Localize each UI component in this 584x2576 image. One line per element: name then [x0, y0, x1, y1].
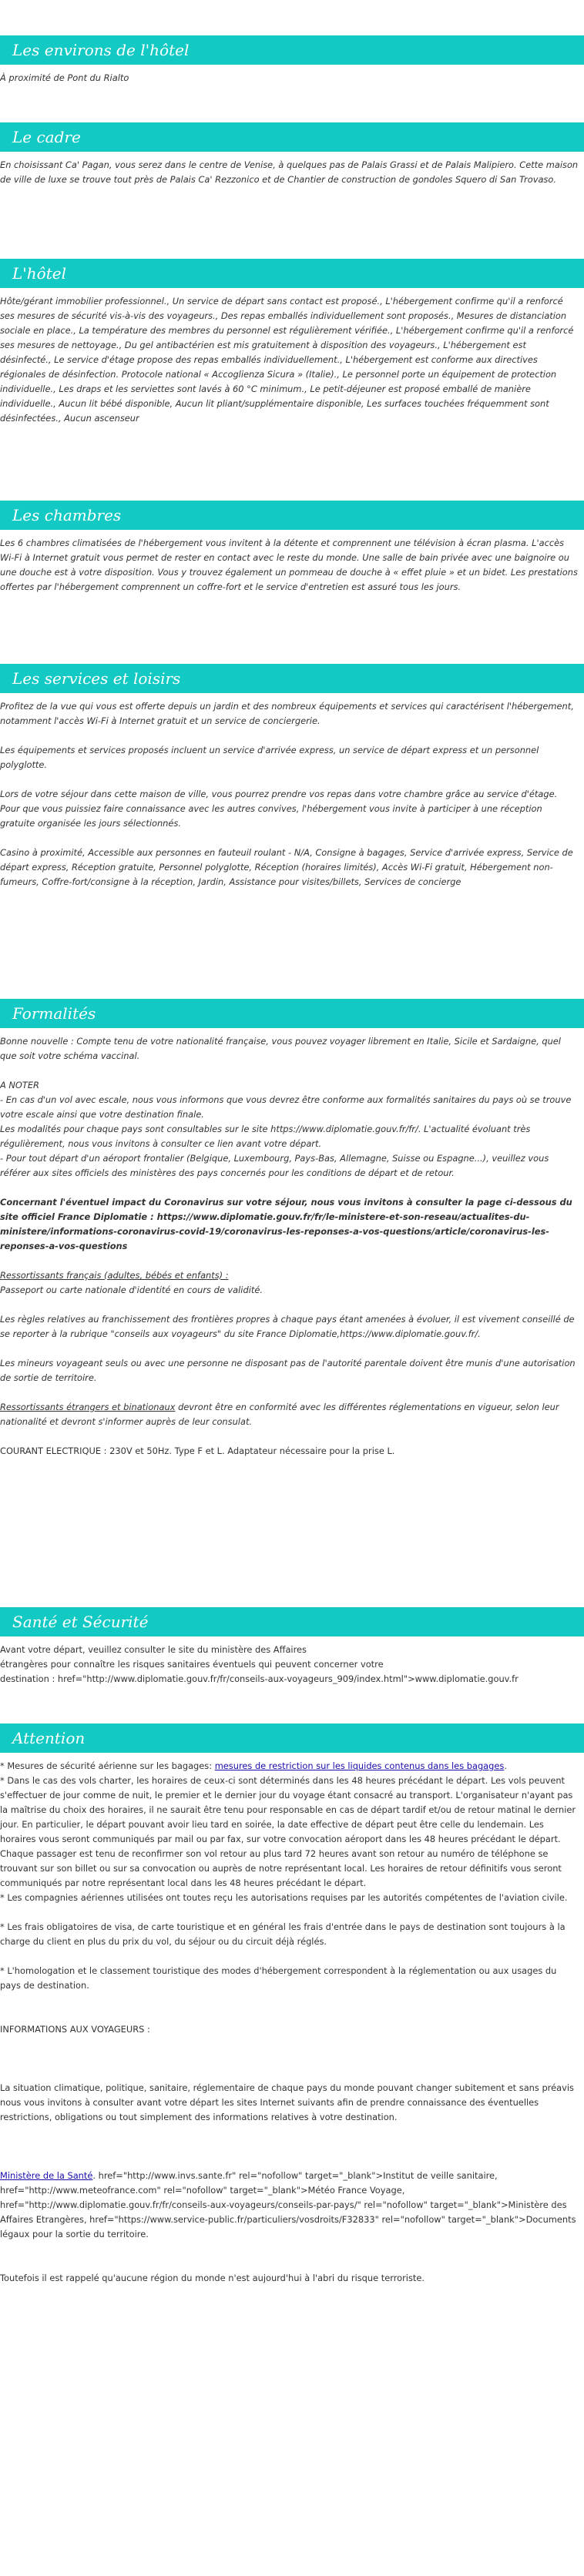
- services-p1: Profitez de la vue qui vous est offerte depuis un jardin et des nombreux équipements et services qui caractérisent l'hébergement, notamment l'accès Wi-Fi à Internet gratuit et un service de conciergerie.: [0, 701, 574, 726]
- hotel-text: Hôte/gérant immobilier professionnel., Un service de départ sans contact est proposé., L'hébergement confirme qu'il a renforcé ses mesures de sécurité vis-à-vis des voyageurs., Des repas emballés individuellement sont proposés., Mesures de distanciation sociale en place., La température des membres du personnel est régulièrement vérifiée., L'hébergement confirme qu'il a renforcé ses mesures de nettoyage., Du gel antibactérien est mis gratuitement à disposition des voyageurs., L'hébergement est désinfecté., Le service d'étage propose des repas emballés individuellement., L'hébergement est conforme aux directives régionales de désinfection. Protocole national « Accoglienza Sicura » (Italie)., Le personnel porte un équipement de protection individuelle., Les draps et les serviettes sont lavés à 60 °C minimum., Le petit-déjeuner est proposé emballé de manière individuelle., Aucun lit bébé disponible, Aucun lit pliant/supplémentaire disponible, Les surfaces touchées fréquemment sont désinfectées., Aucun ascenseur: [0, 296, 574, 424]
- formalites-intro: Bonne nouvelle : Compte tenu de votre nationalité française, vous pouvez voyager librement en Italie, Sicile et Sardaigne, quel que soit votre schéma vaccinal.: [0, 1036, 561, 1061]
- liquides-link[interactable]: mesures de restriction sur les liquides contenus dans les bagages: [214, 1760, 505, 1771]
- ministere-sante-link[interactable]: Ministère de la Santé: [0, 2170, 93, 2181]
- section-body-chambres: [0, 536, 584, 595]
- note-line: - Pour tout départ d'un aéroport frontalier (Belgique, Luxembourg, Pays-Bas, Allemagne, Suisse ou Espagne...), veuillez vous référer aux sites officiels des ministères des pays concernés pour les conditions de départ et de retour.: [0, 1153, 549, 1178]
- section-title-attention: Attention: [0, 1723, 584, 1753]
- compagnies-text: * Les compagnies aériennes utilisées ont toutes reçu les autorisations requises par les autorités compétentes de l'aviation civile.: [0, 1892, 568, 1903]
- section-body-environs: [0, 71, 584, 85]
- section-title-sante: Santé et Sécurité: [0, 1607, 584, 1636]
- ressortissants-francais-heading: Ressortissants français (adultes, bébés et enfants) :: [0, 1270, 229, 1281]
- ressortissants-etrangers-heading: Ressortissants étrangers et binationaux: [0, 1402, 176, 1412]
- environs-text: À proximité de Pont du Rialto: [0, 72, 129, 83]
- horaires-text: * Dans le cas des vols charter, les horaires de ceux-ci sont déterminés dans les 48 heures précédant le départ. Les vols peuvent s'effectuer de jour comme de nuit, le premier et le dernier jour du voyage étant consacré au transport. L'organisateur n'ayant pas la maîtrise du choix des horaires, il ne saurait être tenu pour responsable en cas de départ tardif et/ou de retour matinal le dernier jour. En particulier, le départ pouvant avoir lieu tard en soirée, la date effective de départ peut être celle du lendemain. Les horaires vous seront communiqués par mail ou par fax, sur votre convocation aéroport dans les 48 heures précédant le départ. Chaque passager est tenu de reconfirmer son vol retour au plus tard 72 heures avant son retour au numéro de téléphone se trouvant sur son billet ou sur sa convocation ou auprès de notre représentant local. Les horaires de retour définitifs vous seront communiqués par notre représentant local dans les 48 heures précédant le départ.: [0, 1775, 576, 1888]
- services-p3: Lors de votre séjour dans cette maison de ville, vous pourrez prendre vos repas dans votre chambre grâce au service d'étage. Pour que vous puissiez faire connaissance avec les autres convives, l'hébergement vous invite à participer à une réception gratuite organisée les jours sélectionnés.: [0, 789, 558, 829]
- note-line: - En cas d'un vol avec escale, nous vous informons que vous devrez être conforme aux formalités sanitaires du pays où se trouve votre escale ainsi que votre destination finale.: [0, 1094, 572, 1120]
- section-body-hotel: [0, 294, 584, 426]
- homologation-text: * L'homologation et le classement touristique des modes d'hébergement correspondent à la réglementation ou aux usages du pays de destination.: [0, 1965, 557, 1991]
- terrorisme-text: Toutefois il est rappelé qu'aucune région du monde n'est aujourd'hui à l'abri du risque terroriste.: [0, 2273, 425, 2283]
- section-body-services: [0, 699, 584, 889]
- ministere-rest: . href="http://www.invs.sante.fr" rel="nofollow" target="_blank">Institut de veille sanitaire, href="http://www.meteofrance.com" rel="nofollow" target="_blank">Météo France Voyage, href="http://www.diplomatie.gouv.fr/fr/conseils-aux-voyageurs/conseils-par-pays/" rel="nofollow" target="_blank">Ministère des Affaires Etrangères, href="https://www.service-public.fr/particuliers/vosdroits/F32833" rel="nofollow" target="_blank">Documents légaux pour la sortie du territoire.: [0, 2170, 576, 2239]
- mineurs-text: Les mineurs voyageant seuls ou avec une personne ne disposant pas de l'autorité parentale doivent être munis d'une autorisation de sortie de territoire.: [0, 1358, 576, 1383]
- ministere-text: [0, 2169, 579, 2242]
- section-body-cadre: [0, 158, 584, 187]
- bagages-suffix: .: [504, 1760, 507, 1771]
- note-line: Les modalités pour chaque pays sont consultables sur le site https://www.diplomatie.gouv.fr/fr/. L'actualité évoluant très régulièrement, nous vous invitons à consulter ce lien avant votre départ.: [0, 1124, 531, 1149]
- section-title-services: Les services et loisirs: [0, 664, 584, 693]
- frais-text: * Les frais obligatoires de visa, de carte touristique et en général les frais d'entrée dans le pays de destination sont toujours à la charge du client en plus du prix du vol, du séjour ou du circuit déjà réglés.: [0, 1921, 566, 1947]
- courant-electrique: COURANT ELECTRIQUE : 230V et 50Hz. Type F et L. Adaptateur nécessaire pour la prise L.: [0, 1445, 395, 1456]
- informations-heading: INFORMATIONS AUX VOYAGEURS :: [0, 2024, 150, 2035]
- bagages-prefix: * Mesures de sécurité aérienne sur les bagages:: [0, 1760, 215, 1771]
- cadre-text: En choisissant Ca' Pagan, vous serez dans le centre de Venise, à quelques pas de Palais Grassi et de Palais Malipiero. Cette maison de ville de luxe se trouve tout près de Palais Ca' Rezzonico et de Chantier de construction de gondoles Squero di San Trovaso.: [0, 159, 579, 185]
- section-title-chambres: Les chambres: [0, 501, 584, 530]
- section-title-cadre: Le cadre: [0, 122, 584, 152]
- sante-line: Avant votre départ, veuillez consulter le site du ministère des Affaires: [0, 1644, 307, 1655]
- section-body-formalites: [0, 1034, 584, 1459]
- section-title-environs: Les environs de l'hôtel: [0, 35, 584, 65]
- section-title-formalites: Formalités: [0, 999, 584, 1028]
- ressortissants-etrangers: [0, 1400, 579, 1429]
- situation-line: La situation climatique, politique, sanitaire, réglementaire de chaque pays du monde pouvant changer subitement et sans préavis: [0, 2082, 574, 2093]
- sante-line: destination : href="http://www.diplomatie.gouv.fr/fr/conseils-aux-voyageurs_909/index.html">www.diplomatie.gouv.fr: [0, 1673, 519, 1684]
- bagages-text: [0, 1759, 579, 1774]
- services-p2: Les équipements et services proposés incluent un service d'arrivée express, un service de départ express et un personnel polyglotte.: [0, 745, 539, 770]
- note-heading: A NOTER: [0, 1080, 39, 1090]
- ressortissants-francais-text: Passeport ou carte nationale d'identité en cours de validité.: [0, 1285, 263, 1295]
- section-body-sante: [0, 1643, 584, 1687]
- services-p4: Casino à proximité, Accessible aux personnes en fauteuil roulant - N/A, Consigne à bagages, Service d'arrivée express, Service de départ express, Réception gratuite, Personnel polyglotte, Réception (horaires limités), Accès Wi-Fi gratuit, Hébergement non-fumeurs, Coffre-fort/consigne à la réception, Jardin, Assistance pour visites/billets, Services de concierge: [0, 847, 573, 887]
- chambres-text: Les 6 chambres climatisées de l'hébergement vous invitent à la détente et comprennent une télévision à écran plasma. L'accès Wi-Fi à Internet gratuit vous permet de rester en contact avec le reste du monde. Une salle de bain privée avec une baignoire ou une douche est à votre disposition. Vous y trouvez également un pommeau de douche à « effet pluie » et un bidet. Les prestations offertes par l'hébergement comprennent un coffre-fort et le service d'entretien est assuré tous les jours.: [0, 538, 578, 592]
- situation-line: nous vous invitons à consulter avant votre départ les sites Internet suivants afin de prendre connaissance des éventuelles restrictions, obligations ou tout simplement des informations relatives à votre destination.: [0, 2097, 539, 2122]
- section-title-hotel: L'hôtel: [0, 259, 584, 288]
- ressortissants-etrangers-text: devront être en conformité avec les différentes réglementations en vigueur, selon leur nationalité et devront s'informer auprès de leur consulat.: [0, 1402, 559, 1427]
- coronavirus-notice: Concernant l'éventuel impact du Coronavirus sur votre séjour, nous vous invitons à consulter la page ci-dessous du site officiel France Diplomatie : https://www.diplomatie.gouv.fr/fr/le-ministere-et-son-reseau/actualites-du-ministere/informations-coronavirus-covid-19/coronavirus-les-reponses-a-vos-questions/article/coronavirus-les-reponses-a-vos-questions: [0, 1197, 572, 1251]
- section-body-attention: [0, 1759, 584, 2286]
- sante-line: étrangères pour connaître les risques sanitaires éventuels qui peuvent concerner votre: [0, 1659, 384, 1670]
- regles-frontieres: Les règles relatives au franchissement des frontières propres à chaque pays étant amenées à évoluer, il est vivement conseillé de se reporter à la rubrique "conseils aux voyageurs" du site France Diplomatie,https://www.diplomatie.gouv.fr/.: [0, 1314, 575, 1339]
